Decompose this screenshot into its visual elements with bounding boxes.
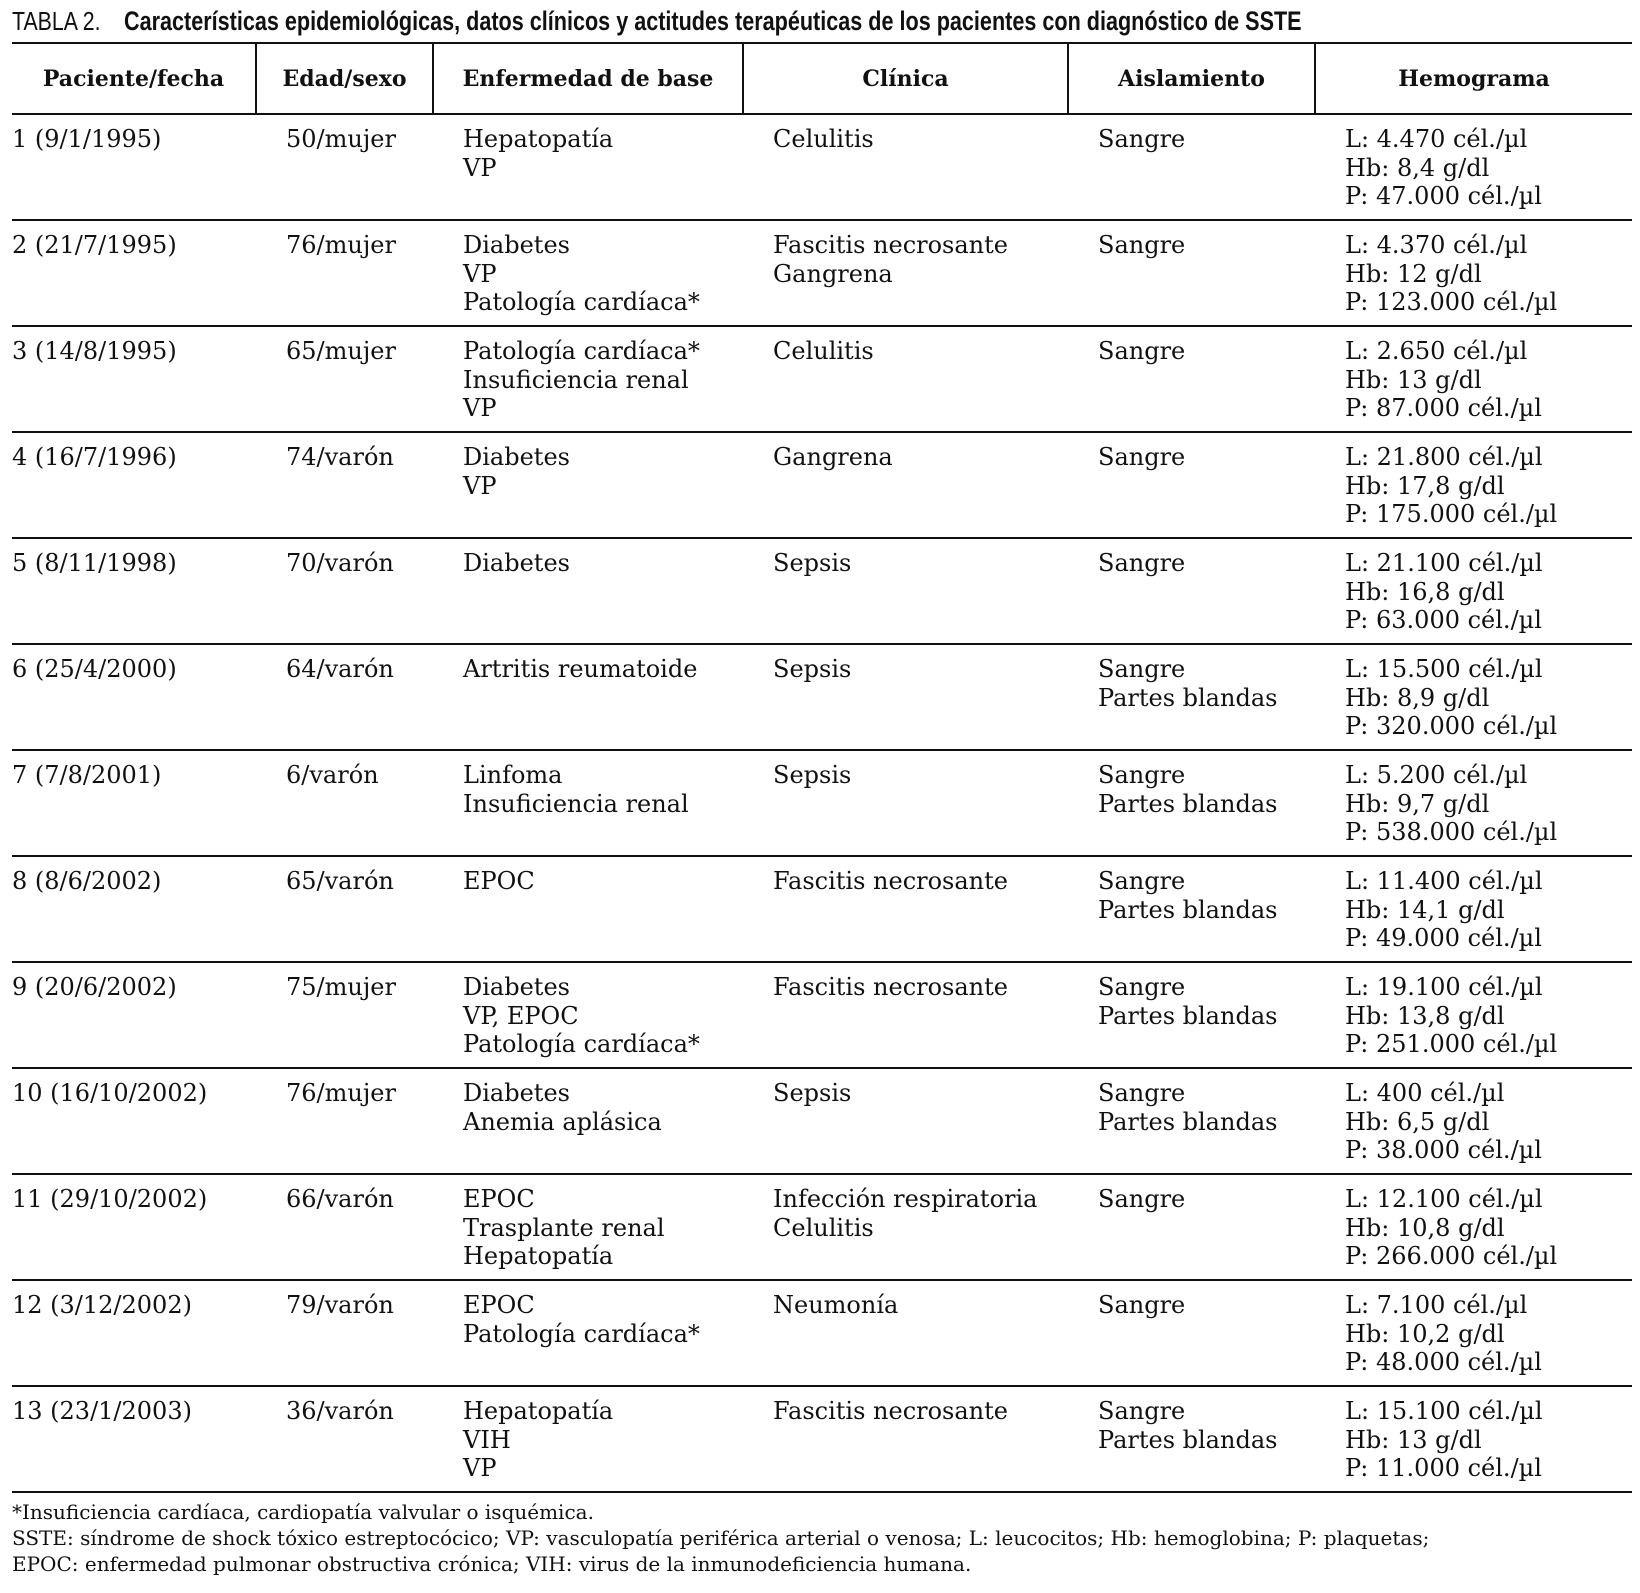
cell-patient-date: 3 (14/8/1995) xyxy=(12,337,177,365)
cell-base-disease-line: Diabetes xyxy=(463,443,570,471)
cell-isolation xyxy=(1068,1174,1315,1280)
cell-blood-count-line: L: 21.800 cél./µl xyxy=(1345,443,1543,471)
cell-clinic-line: Neumonía xyxy=(773,1291,899,1319)
cell-base-disease-line: Hepatopatía xyxy=(463,1397,614,1425)
cell-patient-date: 2 (21/7/1995) xyxy=(12,231,177,259)
cell-patient-date: 1 (9/1/1995) xyxy=(12,125,162,153)
document-page xyxy=(12,0,1632,1577)
cell-patient-date: 8 (8/6/2002) xyxy=(12,867,162,895)
cell-isolation-line: Partes blandas xyxy=(1098,1001,1278,1030)
cell-blood-count-line: Hb: 9,7 g/dl xyxy=(1345,789,1490,818)
cell-clinic-line: Fascitis necrosante xyxy=(773,973,1008,1001)
cell-isolation-line: Partes blandas xyxy=(1098,1107,1278,1136)
cell-patient-date: 4 (16/7/1996) xyxy=(12,443,177,471)
cell-age-sex: 6/varón xyxy=(286,761,379,789)
cell-blood-count-line: L: 5.200 cél./µl xyxy=(1345,761,1528,789)
table-row xyxy=(12,856,1632,962)
cell-clinic-line: Fascitis necrosante xyxy=(773,867,1008,895)
cell-base-disease xyxy=(433,1280,743,1386)
cell-base-disease xyxy=(433,220,743,326)
cell-age-sex: 79/varón xyxy=(286,1291,394,1319)
cell-base-disease-line: VP, EPOC xyxy=(463,1001,579,1030)
cell-base-disease xyxy=(433,644,743,750)
table-row xyxy=(12,432,1632,538)
cell-age-sex: 65/mujer xyxy=(286,337,396,365)
cell-base-disease xyxy=(433,750,743,856)
cell-isolation-line: Sangre xyxy=(1098,1291,1186,1319)
cell-base-disease-line: Diabetes xyxy=(463,231,570,259)
cell-isolation xyxy=(1068,750,1315,856)
cell-clinic-line: Gangrena xyxy=(773,259,893,288)
cell-clinic xyxy=(743,750,1068,856)
cell-base-disease xyxy=(433,1174,743,1280)
cell-clinic-line: Fascitis necrosante xyxy=(773,231,1008,259)
cell-blood-count-line: P: 87.000 cél./µl xyxy=(1345,394,1542,422)
cell-isolation-line: Sangre xyxy=(1098,1079,1186,1107)
footnote-abbreviations-2: EPOC: enfermedad pulmonar obstructiva crónica; VIH: virus de la inmunodeficiencia humana. xyxy=(12,1552,972,1576)
table-row xyxy=(12,1068,1632,1174)
table-row xyxy=(12,326,1632,432)
caption-title: Características epidemiológicas, datos clínicos y actitudes terapéuticas de los pacientes con diagnóstico de SSTE xyxy=(124,5,1302,36)
cell-blood-count-line: P: 47.000 cél./µl xyxy=(1345,182,1542,210)
cell-blood-count-line: L: 15.100 cél./µl xyxy=(1345,1397,1543,1425)
cell-blood-count-line: P: 266.000 cél./µl xyxy=(1345,1242,1558,1270)
cell-base-disease-line: VP xyxy=(463,153,497,182)
table-row xyxy=(12,1174,1632,1280)
cell-base-disease-line: Linfoma xyxy=(463,761,563,789)
cell-clinic-line: Infección respiratoria xyxy=(773,1185,1038,1213)
cell-blood-count xyxy=(1315,538,1632,644)
table-row xyxy=(12,962,1632,1068)
cell-clinic-line: Sepsis xyxy=(773,655,852,683)
cell-blood-count-line: L: 4.370 cél./µl xyxy=(1345,231,1528,259)
cell-base-disease-line: EPOC xyxy=(463,1291,535,1319)
cell-isolation xyxy=(1068,644,1315,750)
patients-table xyxy=(12,42,1632,1493)
cell-blood-count xyxy=(1315,220,1632,326)
header-row xyxy=(12,43,1632,114)
cell-base-disease-line: EPOC xyxy=(463,867,535,895)
cell-blood-count-line: L: 12.100 cél./µl xyxy=(1345,1185,1543,1213)
cell-blood-count-line: P: 38.000 cél./µl xyxy=(1345,1136,1542,1164)
table-row xyxy=(12,1280,1632,1386)
table-row xyxy=(12,220,1632,326)
table-row xyxy=(12,1386,1632,1492)
cell-isolation xyxy=(1068,220,1315,326)
cell-patient-date: 13 (23/1/2003) xyxy=(12,1397,192,1425)
cell-blood-count xyxy=(1315,1174,1632,1280)
cell-clinic xyxy=(743,1068,1068,1174)
cell-blood-count-line: Hb: 10,2 g/dl xyxy=(1345,1319,1505,1348)
cell-clinic-line: Celulitis xyxy=(773,125,874,153)
cell-base-disease-line: VP xyxy=(463,394,497,422)
cell-patient-date: 6 (25/4/2000) xyxy=(12,655,177,683)
cell-base-disease-line: Hepatopatía xyxy=(463,125,614,153)
cell-blood-count-line: Hb: 8,4 g/dl xyxy=(1345,153,1490,182)
cell-base-disease-line: Patología cardíaca* xyxy=(463,288,700,316)
cell-isolation xyxy=(1068,1068,1315,1174)
cell-isolation-line: Partes blandas xyxy=(1098,1425,1278,1454)
cell-blood-count-line: Hb: 14,1 g/dl xyxy=(1345,895,1505,924)
cell-base-disease-line: Diabetes xyxy=(463,549,570,577)
header-clinic: Clínica xyxy=(743,43,1068,114)
cell-blood-count xyxy=(1315,1068,1632,1174)
cell-clinic xyxy=(743,220,1068,326)
header-isolation: Aislamiento xyxy=(1068,43,1315,114)
cell-clinic xyxy=(743,1280,1068,1386)
cell-base-disease-line: VIH xyxy=(463,1425,511,1454)
cell-base-disease-line: Patología cardíaca* xyxy=(463,1319,700,1348)
cell-blood-count-line: P: 11.000 cél./µl xyxy=(1345,1454,1542,1482)
cell-blood-count-line: Hb: 12 g/dl xyxy=(1345,259,1482,288)
cell-patient-date: 5 (8/11/1998) xyxy=(12,549,177,577)
cell-blood-count-line: L: 7.100 cél./µl xyxy=(1345,1291,1528,1319)
cell-base-disease xyxy=(433,326,743,432)
cell-isolation-line: Sangre xyxy=(1098,973,1186,1001)
cell-isolation xyxy=(1068,962,1315,1068)
cell-isolation-line: Partes blandas xyxy=(1098,683,1278,712)
cell-blood-count-line: P: 251.000 cél./µl xyxy=(1345,1030,1558,1058)
cell-clinic xyxy=(743,1386,1068,1492)
cell-base-disease-line: Patología cardíaca* xyxy=(463,337,700,365)
cell-age-sex: 76/mujer xyxy=(286,1079,396,1107)
cell-age-sex: 76/mujer xyxy=(286,231,396,259)
cell-isolation-line: Sangre xyxy=(1098,549,1186,577)
cell-isolation xyxy=(1068,538,1315,644)
cell-age-sex: 74/varón xyxy=(286,443,394,471)
cell-blood-count-line: Hb: 8,9 g/dl xyxy=(1345,683,1490,712)
cell-clinic-line: Sepsis xyxy=(773,761,852,789)
cell-blood-count xyxy=(1315,1386,1632,1492)
footnote-abbreviations: SSTE: síndrome de shock tóxico estreptocócico; VP: vasculopatía periférica arterial o venosa; L: leucocitos; Hb: hemoglobina; P: plaquetas; xyxy=(12,1526,1430,1550)
cell-blood-count-line: P: 175.000 cél./µl xyxy=(1345,500,1558,528)
header-base-disease: Enfermedad de base xyxy=(433,43,743,114)
cell-isolation-line: Sangre xyxy=(1098,231,1186,259)
cell-base-disease-line: Trasplante renal xyxy=(463,1213,665,1242)
cell-blood-count-line: P: 123.000 cél./µl xyxy=(1345,288,1558,316)
cell-isolation-line: Sangre xyxy=(1098,867,1186,895)
cell-patient-date: 10 (16/10/2002) xyxy=(12,1079,208,1107)
cell-isolation-line: Sangre xyxy=(1098,337,1186,365)
cell-blood-count-line: L: 400 cél./µl xyxy=(1345,1079,1505,1107)
cell-blood-count-line: Hb: 16,8 g/dl xyxy=(1345,577,1505,606)
cell-blood-count-line: L: 21.100 cél./µl xyxy=(1345,549,1543,577)
cell-age-sex: 65/varón xyxy=(286,867,394,895)
cell-age-sex: 64/varón xyxy=(286,655,394,683)
cell-blood-count xyxy=(1315,114,1632,220)
cell-blood-count-line: Hb: 13 g/dl xyxy=(1345,1425,1482,1454)
footnotes xyxy=(12,1499,1632,1577)
cell-isolation xyxy=(1068,432,1315,538)
cell-patient-date: 9 (20/6/2002) xyxy=(12,973,177,1001)
cell-base-disease xyxy=(433,432,743,538)
table-row xyxy=(12,750,1632,856)
cell-clinic xyxy=(743,644,1068,750)
cell-clinic xyxy=(743,856,1068,962)
cell-blood-count xyxy=(1315,750,1632,856)
header-patient: Paciente/fecha xyxy=(12,43,256,114)
cell-clinic-line: Celulitis xyxy=(773,1213,874,1242)
cell-clinic xyxy=(743,538,1068,644)
cell-base-disease xyxy=(433,114,743,220)
cell-isolation xyxy=(1068,326,1315,432)
cell-blood-count-line: P: 63.000 cél./µl xyxy=(1345,606,1542,634)
table-caption xyxy=(12,0,1632,42)
cell-base-disease-line: EPOC xyxy=(463,1185,535,1213)
cell-clinic xyxy=(743,326,1068,432)
cell-base-disease-line: Diabetes xyxy=(463,973,570,1001)
cell-blood-count-line: Hb: 17,8 g/dl xyxy=(1345,471,1505,500)
table-row xyxy=(12,644,1632,750)
cell-blood-count xyxy=(1315,432,1632,538)
cell-isolation-line: Sangre xyxy=(1098,125,1186,153)
cell-blood-count-line: L: 15.500 cél./µl xyxy=(1345,655,1543,683)
cell-base-disease xyxy=(433,1068,743,1174)
header-blood-count: Hemograma xyxy=(1315,43,1632,114)
cell-blood-count-line: Hb: 13 g/dl xyxy=(1345,365,1482,394)
cell-isolation-line: Sangre xyxy=(1098,761,1186,789)
cell-blood-count xyxy=(1315,962,1632,1068)
cell-base-disease xyxy=(433,962,743,1068)
cell-clinic xyxy=(743,114,1068,220)
cell-base-disease-line: VP xyxy=(463,471,497,500)
cell-base-disease xyxy=(433,856,743,962)
cell-base-disease-line: VP xyxy=(463,259,497,288)
cell-age-sex: 50/mujer xyxy=(286,125,396,153)
cell-blood-count-line: Hb: 13,8 g/dl xyxy=(1345,1001,1505,1030)
cell-base-disease-line: Hepatopatía xyxy=(463,1242,614,1270)
cell-patient-date: 11 (29/10/2002) xyxy=(12,1185,208,1213)
cell-base-disease-line: VP xyxy=(463,1454,497,1482)
cell-blood-count-line: Hb: 10,8 g/dl xyxy=(1345,1213,1505,1242)
table-row xyxy=(12,538,1632,644)
cell-blood-count-line: L: 19.100 cél./µl xyxy=(1345,973,1543,1001)
cell-blood-count-line: P: 48.000 cél./µl xyxy=(1345,1348,1542,1376)
cell-blood-count-line: P: 320.000 cél./µl xyxy=(1345,712,1558,740)
cell-clinic-line: Celulitis xyxy=(773,337,874,365)
cell-blood-count xyxy=(1315,644,1632,750)
cell-base-disease-line: Insuficiencia renal xyxy=(463,789,689,818)
cell-clinic xyxy=(743,432,1068,538)
cell-isolation-line: Sangre xyxy=(1098,1185,1186,1213)
cell-clinic xyxy=(743,962,1068,1068)
cell-isolation-line: Partes blandas xyxy=(1098,895,1278,924)
cell-isolation-line: Partes blandas xyxy=(1098,789,1278,818)
cell-patient-date: 12 (3/12/2002) xyxy=(12,1291,192,1319)
cell-blood-count-line: Hb: 6,5 g/dl xyxy=(1345,1107,1490,1136)
cell-blood-count xyxy=(1315,326,1632,432)
cell-age-sex: 70/varón xyxy=(286,549,394,577)
cell-patient-date: 7 (7/8/2001) xyxy=(12,761,162,789)
cell-isolation xyxy=(1068,856,1315,962)
cell-age-sex: 36/varón xyxy=(286,1397,394,1425)
cell-clinic-line: Sepsis xyxy=(773,1079,852,1107)
table-body xyxy=(12,114,1632,1492)
cell-blood-count-line: L: 4.470 cél./µl xyxy=(1345,125,1528,153)
header-age-sex: Edad/sexo xyxy=(256,43,433,114)
cell-blood-count xyxy=(1315,856,1632,962)
cell-base-disease-line: Insuficiencia renal xyxy=(463,365,689,394)
cell-blood-count-line: P: 49.000 cél./µl xyxy=(1345,924,1542,952)
cell-age-sex: 75/mujer xyxy=(286,973,396,1001)
cell-base-disease-line: Anemia aplásica xyxy=(463,1107,662,1136)
footnote-asterisk: *Insuficiencia cardíaca, cardiopatía valvular o isquémica. xyxy=(12,1500,594,1524)
cell-base-disease-line: Artritis reumatoide xyxy=(463,655,698,683)
cell-isolation xyxy=(1068,1386,1315,1492)
cell-blood-count-line: L: 11.400 cél./µl xyxy=(1345,867,1543,895)
cell-clinic-line: Gangrena xyxy=(773,443,893,471)
cell-base-disease xyxy=(433,538,743,644)
cell-base-disease xyxy=(433,1386,743,1492)
cell-isolation-line: Sangre xyxy=(1098,655,1186,683)
cell-clinic-line: Fascitis necrosante xyxy=(773,1397,1008,1425)
cell-blood-count-line: P: 538.000 cél./µl xyxy=(1345,818,1558,846)
cell-clinic-line: Sepsis xyxy=(773,549,852,577)
cell-blood-count-line: L: 2.650 cél./µl xyxy=(1345,337,1528,365)
caption-label: TABLA 2. xyxy=(12,5,101,36)
cell-age-sex: 66/varón xyxy=(286,1185,394,1213)
cell-isolation-line: Sangre xyxy=(1098,1397,1186,1425)
cell-base-disease-line: Diabetes xyxy=(463,1079,570,1107)
cell-blood-count xyxy=(1315,1280,1632,1386)
cell-isolation xyxy=(1068,1280,1315,1386)
cell-base-disease-line: Patología cardíaca* xyxy=(463,1030,700,1058)
cell-clinic xyxy=(743,1174,1068,1280)
table-row xyxy=(12,114,1632,220)
cell-isolation-line: Sangre xyxy=(1098,443,1186,471)
cell-isolation xyxy=(1068,114,1315,220)
